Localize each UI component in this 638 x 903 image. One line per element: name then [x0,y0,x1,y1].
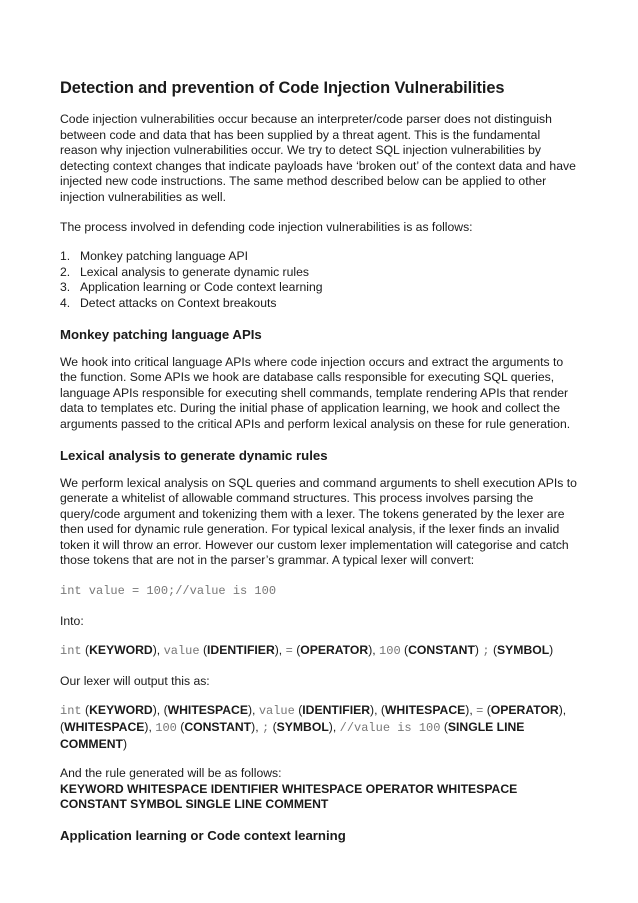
token-code: 100 [155,721,177,736]
token-label: OPERATOR [490,703,559,718]
list-item: 1. Monkey patching language API [60,249,249,264]
token-list-custom [60,703,578,752]
document-title: Detection and prevention of Code Injection Vulnerabilities [60,79,505,97]
token-code: value [163,644,200,659]
token-label: WHITESPACE [64,720,145,735]
token-label: SINGLE LINE COMMENT [60,720,525,751]
token-label: WHITESPACE [384,703,466,718]
rule-label: And the rule generated will be as follows: [60,766,282,781]
section-body-lexical-analysis: We perform lexical analysis on SQL queries and command arguments to shell execution APIs to generate a whitelist of allowable command structures. This process involves parsing the query/code argument and tokenizing them with a lexer. The tokens generated by the lexer are then used for dynamic rule generation. For typical lexical analysis, if the lexer finds an invalid token it will throw an error. However our custom lexer implementation will categorise and catch those tokens that are not in the parser’s grammar. A typical lexer will convert: [60,475,577,568]
token-label: OPERATOR [300,643,369,658]
token-code: = [476,704,484,719]
our-lexer-label: Our lexer will output this as: [60,673,210,688]
token-code: ; [261,721,270,736]
token-label: KEYWORD [89,643,153,658]
token-code: value [258,704,295,719]
token-label: SYMBOL [276,720,329,735]
generated-rule: KEYWORD WHITESPACE IDENTIFIER WHITESPACE OPERATOR WHITESPACE CONSTANT SYMBOL SINGLE LINE COMMENT [60,781,518,812]
rule-block [60,766,578,813]
into-label: Into: [60,613,84,628]
token-list-standard: int (KEYWORD), value (IDENTIFIER), = (OPERATOR), 100 (CONSTANT) ; (SYMBOL) [60,643,554,659]
section-heading-application-learning: Application learning or Code context learning [60,828,346,843]
token-label: KEYWORD [89,703,153,718]
token-code: 100 [379,644,401,659]
token-line-1: int (KEYWORD), (WHITESPACE), value (IDENTIFIER), (WHITESPACE), = (OPERATOR), [60,703,567,719]
section-body-monkey-patching: We hook into critical language APIs where code injection occurs and extract the arguments to the function. Some APIs we hook are database calls responsible for executing SQL queries, language APIs responsible for executing shell commands, template rendering APIs that render data to templates etc. During the initial phase of application learning, we hook and collect the arguments passed to the critical APIs and perform lexical analysis on these for rule generation. [60,354,571,431]
token-label: CONSTANT [184,720,252,735]
token-code: int [60,704,82,719]
token-code: = [285,644,293,659]
token-code: ; [482,644,490,659]
token-label: SYMBOL [497,643,550,658]
section-heading-lexical-analysis: Lexical analysis to generate dynamic rules [60,447,328,463]
token-label: CONSTANT [408,643,475,658]
token-label: IDENTIFIER [302,703,371,718]
token-label: IDENTIFIER [207,643,275,658]
token-label: WHITESPACE [167,703,248,718]
token-code: //value is 100 [339,721,441,736]
list-item: 3. Application learning or Code context learning [60,280,323,295]
intro-paragraph: Code injection vulnerabilities occur because an interpreter/code parser does not distinguish between code and data that has been supplied by a threat agent. This is the fundamental reason why injection vulnerabilities occur. We try to detect SQL injection vulnerabilities by detecting context changes that indicate payloads have ‘broken out’ of the context data and have injected new code instructions. The same method described below can be applied to other injection vulnerabilities as well. [60,112,576,204]
token-line-2: (WHITESPACE), 100 (CONSTANT), ; (SYMBOL), //value is 100 (SINGLE LINE COMMENT) [60,720,525,751]
list-item: 4. Detect attacks on Context breakouts [60,295,277,310]
token-code: int [60,644,82,659]
process-intro: The process involved in defending code injection vulnerabilities is as follows: [60,219,473,234]
steps-list [60,249,578,311]
list-item: 2. Lexical analysis to generate dynamic rules [60,264,309,279]
section-heading-monkey-patching: Monkey patching language APIs [60,326,262,342]
code-sample: int value = 100;//value is 100 [60,584,277,599]
